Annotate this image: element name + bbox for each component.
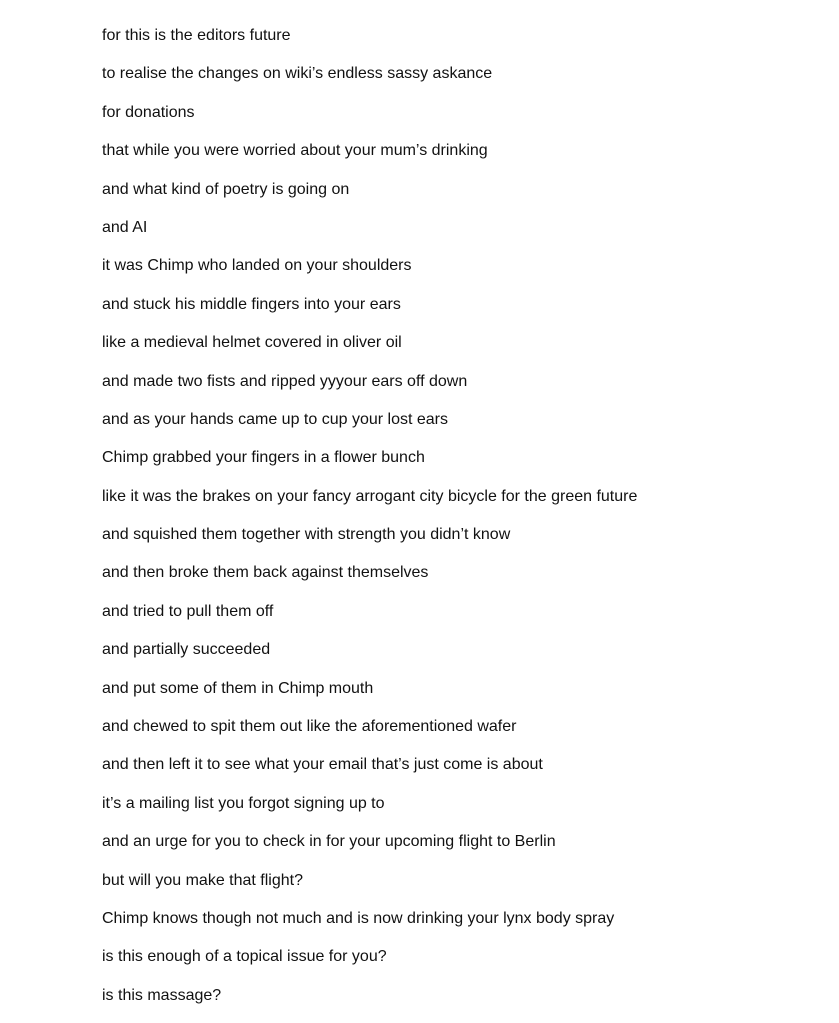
poem-line: it was Chimp who landed on your shoulders [102,257,412,275]
poem-line: and chewed to spit them out like the aforementioned wafer [102,718,517,736]
poem-line: like it was the brakes on your fancy arrogant city bicycle for the green future [102,487,638,505]
poem-line: is this enough of a topical issue for you? [102,948,387,966]
poem-line: it’s a mailing list you forgot signing up to [102,794,385,812]
poem-line: to realise the changes on wiki’s endless sassy askance [102,65,493,83]
poem-line: and squished them together with strength you didn’t know [102,526,511,544]
poem-line: and tried to pull them off [102,602,274,620]
poem-line: but will you make that flight? [102,871,303,889]
poem-line: that while you were worried about your mum’s drinking [102,142,488,160]
poem-line: and then left it to see what your email that’s just come is about [102,756,543,774]
poem-line: for donations [102,103,195,121]
poem-line: and put some of them in Chimp mouth [102,679,374,697]
poem-line: and partially succeeded [102,641,271,659]
poem-line: is this massage? [102,986,222,1004]
poem-line: like a medieval helmet covered in oliver oil [102,334,402,352]
poem-line: and made two fists and ripped yyyour ears off down [102,372,468,390]
poem-line: Chimp knows though not much and is now drinking your lynx body spray [102,909,615,927]
poem-line: and as your hands came up to cup your lost ears [102,410,448,428]
poem-text [102,24,637,1022]
poem-line: for this is the editors future [102,27,291,44]
poem-line: and then broke them back against themselves [102,564,429,582]
poem-line: and stuck his middle fingers into your ears [102,295,401,313]
poem-line: and an urge for you to check in for your upcoming flight to Berlin [102,833,556,851]
poem-line: and AI [102,218,148,236]
poem-line: and what kind of poetry is going on [102,180,350,198]
poem-line: Chimp grabbed your fingers in a flower bunch [102,449,425,467]
